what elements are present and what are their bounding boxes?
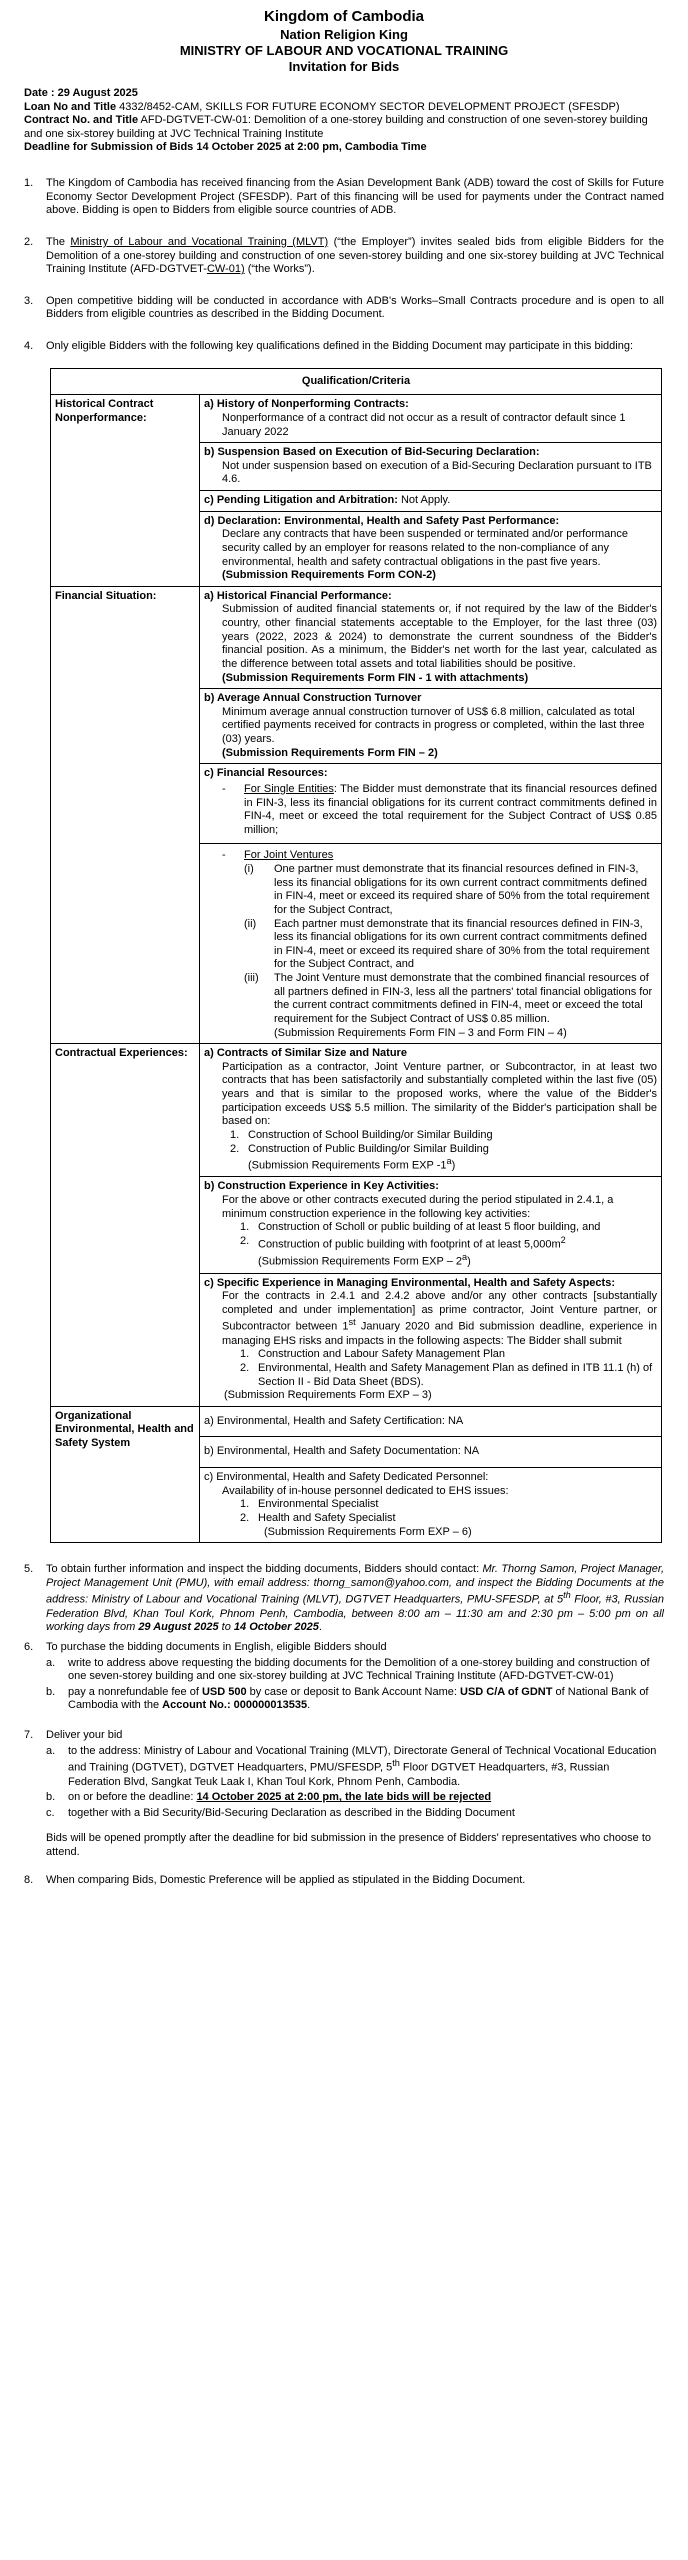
item-text: Construction and Labour Safety Management Plan xyxy=(258,1348,506,1361)
criterion-text: For the above or other contracts executed during the period stipulated in 2.4.1, a minimum construction experience in the following key activities: xyxy=(222,1194,614,1220)
cell-financial-a xyxy=(200,586,662,688)
criterion-title: c) Pending Litigation and Arbitration: xyxy=(204,494,398,507)
end-date: 14 October 2025 xyxy=(233,1621,319,1634)
paragraph-number: 5. xyxy=(24,1563,34,1576)
paragraph-number: 4. xyxy=(24,340,34,353)
cell-contractual-c xyxy=(200,1273,662,1406)
row-label-historical: Historical Contract Nonperformance: xyxy=(51,395,200,587)
single-entities-item xyxy=(204,783,657,838)
criterion-title: c) Financial Resources: xyxy=(204,767,328,780)
meta-block xyxy=(24,87,664,155)
paragraph-text: When comparing Bids, Domestic Preference will be applied as stipulated in the Bidding Document. xyxy=(46,1873,526,1886)
fee-amount: USD 500 xyxy=(201,1685,247,1698)
jv-item xyxy=(244,918,657,973)
roman-numeral: (ii) xyxy=(244,917,257,930)
item-number: 2. xyxy=(230,1142,240,1155)
item-text: Construction of Scholl or public building of at least 5 floor building, and xyxy=(258,1221,601,1234)
deadline-line: Deadline for Submission of Bids 14 October 2025 at 2:00 pm, Cambodia Time xyxy=(24,141,427,154)
submission-form: (Submission Requirements Form EXP – 2$^a$) xyxy=(258,1252,471,1268)
contact-email[interactable]: thorng_samon@yahoo.com xyxy=(313,1576,449,1589)
text-superscript: st xyxy=(348,1317,356,1328)
roman-numeral: (i) xyxy=(244,863,254,876)
text-fragment: (“the Employer”) invites sealed bids from eligible Bidders for the Demolition of a one-storey building and construction of one seven-storey building and one six-storey building at JVC Technical Training Institute (AFD-DGTVET- xyxy=(46,235,665,276)
criterion-text: Declare any contracts that have been suspended or terminated and/or performance security called by an employer for reasons related to the non-compliance of any environmental, health and safety contractual obligations in the past five years. xyxy=(222,528,629,568)
jv-requirements xyxy=(204,863,657,1027)
text-superscript: th xyxy=(563,1590,571,1601)
text-fragment: pay a nonrefundable fee of xyxy=(68,1685,202,1698)
activities-list xyxy=(204,1221,657,1269)
paragraph-text: Only eligible Bidders with the following key qualifications defined in the Bidding Document may participate in this bidding: xyxy=(46,340,633,353)
item-number: 2. xyxy=(240,1234,250,1247)
paragraph-5 xyxy=(24,1563,664,1635)
loan-line xyxy=(24,101,664,115)
criterion-title: a) Historical Financial Performance: xyxy=(204,589,392,602)
criterion-title: d) Declaration: Environmental, Health and Safety Past Performance: xyxy=(204,514,560,527)
list-item xyxy=(240,1221,657,1235)
submission-form: (Submission Requirements Form FIN - 1 with attachments) xyxy=(222,671,529,684)
row-label-contractual: Contractual Experiences: xyxy=(51,1044,200,1407)
item-letter: a. xyxy=(46,1744,56,1757)
paragraph-number: 3. xyxy=(24,294,34,307)
account-name: USD C/A of GDNT xyxy=(460,1685,553,1698)
item-superscript: 2 xyxy=(560,1234,566,1245)
text-fragment: , and inspect the Bidding Documents at the address: Ministry of Labour and Vocational Training (MLVT), DGTVET Headquarters, PMU-SFESDP, at 5 xyxy=(46,1576,664,1607)
sub-item-a xyxy=(46,1745,664,1790)
contract-label: Contract No. and Title xyxy=(24,114,139,127)
paragraph-number: 6. xyxy=(24,1640,34,1653)
criterion-text: Not under suspension based on execution of a Bid-Securing Declaration pursuant to ITB 4.6. xyxy=(222,459,652,486)
submission-form: (Submission Requirements Form FIN – 3 and Form FIN – 4) xyxy=(274,1026,567,1039)
ministry-title: MINISTRY OF LABOUR AND VOCATIONAL TRAINING xyxy=(179,42,509,58)
form-superscript: a xyxy=(462,1252,468,1263)
item-number: 2. xyxy=(240,1361,250,1374)
paragraph-7 xyxy=(24,1729,664,1860)
roman-numeral: (iii) xyxy=(244,972,259,985)
item-text: Construction of Public Building/or Similar Building xyxy=(248,1142,489,1155)
submission-form: (Submission Requirements Form EXP -1$^a$) xyxy=(248,1156,456,1172)
criterion-text: Minimum average annual construction turnover of US$ 6.8 million, calculated as total certified payments received for contracts in progress or completed, within the last three (03) years. xyxy=(222,705,645,746)
text-fragment: . xyxy=(307,1699,311,1712)
dash-bullet: - xyxy=(222,849,226,862)
item-text: Construction of School Building/or Similar Building xyxy=(248,1128,493,1141)
dash-bullet: - xyxy=(222,782,226,795)
item-number: 1. xyxy=(240,1221,250,1234)
criterion-title: c) Environmental, Health and Safety Dedicated Personnel: xyxy=(204,1471,489,1484)
single-entities-text: : The Bidder must demonstrate that its financial resources defined in FIN-3, less its financial obligations for its current contract commitments defined in FIN-4, meet or exceed the total requirement for the Subject Contract of US$ 0.85 million; xyxy=(244,782,658,836)
item-letter: a. xyxy=(46,1656,56,1669)
list-item xyxy=(230,1129,657,1143)
sub-item-a xyxy=(46,1657,664,1684)
cell-financial-b xyxy=(200,689,662,764)
paragraph-3 xyxy=(24,295,664,322)
text-fragment: Floor DGTVET Headquarters, #3, Russian Federation Blvd, Sangkat Teuk Laak I, Khan Toul Kork, Phnom Penh, Cambodia. xyxy=(68,1761,610,1788)
contract-line xyxy=(24,114,664,141)
date-line: Date : 29 August 2025 xyxy=(24,86,138,99)
item-text: Environmental Specialist xyxy=(258,1498,379,1511)
text-fragment: The xyxy=(46,235,71,248)
paragraph-2 xyxy=(24,236,664,277)
paragraph-text: Deliver your bid xyxy=(46,1729,123,1742)
sub-item-b xyxy=(46,1791,664,1805)
submission-form: (Submission Requirements Form EXP – 3) xyxy=(224,1389,432,1402)
contact-info: Mr. Thorng Samon, Project Manager, Project Management Unit (PMU), with email address: xyxy=(46,1563,665,1589)
criterion-title: c) Specific Experience in Managing Environmental, Health and Safety Aspects: xyxy=(204,1276,615,1289)
criterion-title: b) Construction Experience in Key Activities: xyxy=(204,1180,439,1193)
table-header: Qualification/Criteria xyxy=(51,368,662,395)
joint-ventures-item xyxy=(204,849,657,863)
item-letter: b. xyxy=(46,1685,56,1698)
form-superscript: a xyxy=(446,1156,452,1167)
qualification-table xyxy=(50,368,662,1544)
motto: Nation Religion King xyxy=(280,26,408,42)
criterion-text: Submission of audited financial statements or, if not required by the law of the Bidder's country, other financial statements acceptable to the Employer, for the last three (03) years (2022, 2023 & 2024) to demonstrate the current soundness of the Bidder's financial position. As a minimum, the Bidder's net worth for the last year, calculated as the difference between total assets and total liabilities should be positive. xyxy=(222,603,657,670)
ministry-name: Ministry of Labour and Vocational Training (MLVT) xyxy=(70,235,329,248)
list-item xyxy=(230,1143,657,1157)
form-text: (Submission Requirements Form EXP – 2 xyxy=(258,1255,462,1268)
ehs-plan-list xyxy=(204,1348,657,1389)
list-item xyxy=(240,1498,657,1512)
submission-form: (Submission Requirements Form CON-2) xyxy=(222,569,436,582)
row-label-financial: Financial Situation: xyxy=(51,586,200,1043)
sub-item-c xyxy=(46,1807,664,1821)
criterion-title: b) Average Annual Construction Turnover xyxy=(204,692,422,705)
paragraph-1 xyxy=(24,177,664,218)
paragraph-6 xyxy=(24,1641,664,1713)
criterion-text: Not Apply. xyxy=(397,494,451,507)
submission-form: (Submission Requirements Form FIN – 2) xyxy=(222,746,438,759)
loan-label: Loan No and Title xyxy=(24,100,117,113)
cell-historical-b xyxy=(200,443,662,491)
paragraph-text: Open competitive bidding will be conducted in accordance with ADB's Works–Small Contracts procedure and is open to all Bidders from eligible countries as described in the Bidding Document. xyxy=(46,294,664,321)
jv-item-text: One partner must demonstrate that its financial resources defined in FIN-3, less its financial obligations for its own current contract commitments defined in FIN-4, meet or exceed its required share of 50% from the total requirement for the Subject Contract, xyxy=(274,863,650,916)
bid-opening-note: Bids will be opened promptly after the deadline for bid submission in the presence of Bidders' representatives who choose to attend. xyxy=(46,1832,651,1859)
personnel-list xyxy=(204,1498,657,1525)
cell-contractual-b xyxy=(200,1177,662,1273)
text-fragment: Floor, #3, Russian Federation Blvd, Khan Toul Kork, Phnom Penh, Cambodia, between 8:00 am – 11:30 am and 2:30 pm – 5:00 pm on all working days from xyxy=(46,1594,664,1634)
item-text: Construction of public building with footprint of at least 5,000m xyxy=(258,1238,561,1251)
item-text: together with a Bid Security/Bid-Securing Declaration as described in the Bidding Document xyxy=(68,1806,515,1819)
item-number: 2. xyxy=(240,1511,250,1524)
criterion-title: a) Contracts of Similar Size and Nature xyxy=(204,1047,407,1060)
cell-historical-d xyxy=(200,511,662,586)
item-number: 1. xyxy=(230,1128,240,1141)
cell-contractual-a xyxy=(200,1044,662,1177)
contract-code: CW-01) xyxy=(206,263,245,276)
cell-historical-a xyxy=(200,395,662,443)
paragraph-text xyxy=(46,1563,664,1635)
cell-financial-c xyxy=(200,764,662,844)
list-item xyxy=(240,1235,657,1252)
criterion-text: Nonperformance of a contract did not occur as a result of contractor default since 1 January 2022 xyxy=(222,411,626,438)
jv-item xyxy=(244,863,657,918)
item-text: Environmental, Health and Safety Management Plan as defined in ITB 11.1 (h) of Section II - Bid Data Sheet (BDS). xyxy=(258,1361,653,1388)
cell-ehs-a: a) Environmental, Health and Safety Certification: NA xyxy=(200,1406,662,1437)
text-fragment: by case or deposit to Bank Account Name: xyxy=(246,1685,460,1698)
item-letter: c. xyxy=(46,1806,55,1819)
text-fragment: For the contracts in 2.4.1 and 2.4.2 above and/or any other contracts [substantially completed and under implementation] as prime contractor, Joint Venture partner, or Subcontractor between 1 xyxy=(222,1290,657,1334)
paragraph-text: To purchase the bidding documents in English, eligible Bidders should xyxy=(46,1640,387,1653)
text-fragment: . xyxy=(318,1621,322,1634)
single-entities-label: For Single Entities xyxy=(244,782,334,795)
text-fragment: (“the Works”). xyxy=(244,263,315,276)
jv-item-text: Each partner must demonstrate that its financial resources defined in FIN-3, less its financial obligations for its own current contract commitments defined in FIN-4, meet or exceed its required share of 30% from the total requirement for the Subject Contract, and xyxy=(274,917,650,971)
text-superscript: th xyxy=(392,1758,400,1769)
criterion-text: Participation as a contractor, Joint Venture partner, or Subcontractor, in at least two contracts that has been satisfactorily and substantially completed within the last five (05) years and that is similar to the proposed works, where the value of the Bidder's participation exceeds US$ 5.5 million. The similarity of the Bidder's participation shall be based on: xyxy=(222,1060,657,1128)
paragraph-body xyxy=(46,1729,664,1860)
text-fragment: To obtain further information and inspect the bidding documents, Bidders should contact: xyxy=(46,1563,483,1576)
paragraph-number: 7. xyxy=(24,1729,34,1742)
document-title: Invitation for Bids xyxy=(288,58,400,74)
sub-item-b xyxy=(46,1686,664,1713)
criterion-text xyxy=(204,1290,657,1348)
similarity-list xyxy=(204,1129,657,1174)
criterion-title: a) History of Nonperforming Contracts: xyxy=(204,398,409,411)
text-fragment: to xyxy=(218,1621,234,1634)
start-date: 29 August 2025 xyxy=(138,1621,219,1634)
cell-historical-c xyxy=(200,491,662,512)
paragraph-number: 1. xyxy=(24,177,34,190)
jv-item-text: The Joint Venture must demonstrate that the combined financial resources of all partners defined in FIN-3, less all the partners' total financial obligations for the current contract commitments defined in FIN-4, meet or exceed the total requirement for the Subject Contract of US$ 0.85 million. xyxy=(274,972,653,1025)
text-fragment: to the address: Ministry of Labour and Vocational Training (MLVT), Directorate General of Technical Vocational Education and Training (DGTVET), DGTVET Headquarters, PMU/SFESDP, 5 xyxy=(68,1744,657,1774)
account-number: Account No.: 000000013535 xyxy=(162,1699,308,1712)
criterion-text: Availability of in-house personnel dedicated to EHS issues: xyxy=(222,1484,509,1497)
paragraph-number: 2. xyxy=(24,235,34,248)
item-letter: b. xyxy=(46,1791,56,1804)
deadline-text: 14 October 2025 at 2:00 pm, the late bids will be rejected xyxy=(196,1791,492,1804)
item-number: 1. xyxy=(240,1348,250,1361)
cell-ehs-b: b) Environmental, Health and Safety Documentation: NA xyxy=(200,1437,662,1468)
item-number: 1. xyxy=(240,1498,250,1511)
country-title: Kingdom of Cambodia xyxy=(264,8,424,25)
criterion-title: b) Suspension Based on Execution of Bid-Securing Declaration: xyxy=(204,446,540,459)
form-text: (Submission Requirements Form EXP -1 xyxy=(248,1159,447,1172)
jv-item xyxy=(244,972,657,1027)
submission-form: (Submission Requirements Form EXP – 6) xyxy=(264,1525,472,1538)
item-text: Health and Safety Specialist xyxy=(258,1511,396,1524)
paragraph-body xyxy=(46,1641,664,1713)
cell-financial-c-jv xyxy=(200,844,662,1044)
paragraph-8 xyxy=(24,1874,664,1888)
text-fragment: January 2020 and Bid submission deadline, experience in managing EHS risks and impacts in the following aspects: The Bidder shall submit xyxy=(222,1321,657,1347)
row-label-ehs: Organizational Environmental, Health and Safety System xyxy=(51,1406,200,1542)
list-item xyxy=(240,1362,657,1389)
item-text: write to address above requesting the bidding documents for the Demolition of a one-storey building and construction of one seven-storey building and one six-storey building at JVC Technical Training Institute (AFD-DGTVET-CW-01) xyxy=(68,1656,650,1683)
joint-ventures-label: For Joint Ventures xyxy=(244,849,334,862)
paragraph-text xyxy=(46,236,664,277)
paragraph-4 xyxy=(24,340,664,354)
paragraph-text: The Kingdom of Cambodia has received financing from the Asian Development Bank (ADB) toward the cost of Skills for Future Economy Sector Development Project (SFESDP). Part of this financing will be used for payments under the Contract named above. Bidding is open to Bidders from eligible source countries of ADB. xyxy=(46,177,664,217)
contract-value: AFD-DGTVET-CW-01: Demolition of a one-storey building and construction of one seven-storey building and one six-storey building at JVC Technical Training Institute xyxy=(24,114,648,140)
list-item xyxy=(240,1512,657,1526)
loan-value: 4332/8452-CAM, SKILLS FOR FUTURE ECONOMY SECTOR DEVELOPMENT PROJECT (SFESDP) xyxy=(119,100,620,113)
paragraph-number: 8. xyxy=(24,1873,34,1886)
list-item xyxy=(240,1348,657,1362)
cell-ehs-c xyxy=(200,1468,662,1543)
text-fragment: on or before the deadline: xyxy=(68,1791,197,1804)
text-fragment: of National Bank of Cambodia with the xyxy=(68,1685,649,1712)
